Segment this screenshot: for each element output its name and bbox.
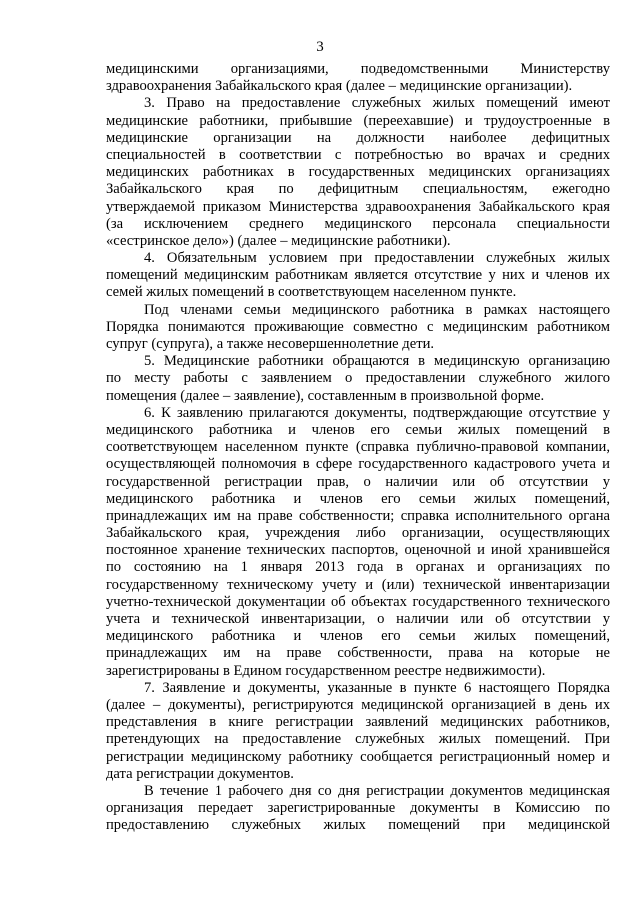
paragraph — [106, 680, 610, 783]
text-line: медицинскими организациями, подведомственными Министерству — [106, 61, 610, 77]
text-line: 6. К заявлению прилагаются документы, подтверждающие отсутствие у — [144, 404, 610, 421]
paragraph — [106, 405, 610, 680]
text-line: учета и технической инвентаризации, о наличии или об отсутствии у — [106, 611, 610, 627]
text-line: дата регистрации документов. — [106, 765, 294, 782]
text-line: медицинского работника и членов его семьи жилых помещений, — [106, 490, 610, 507]
text-line: осуществляющей полномочия в сфере государственного кадастрового учета и — [106, 456, 610, 473]
text-line: Забайкальского края, учреждения либо организации, осуществляющих — [106, 525, 610, 542]
text-line: организация передает зарегистрированные документы в Комиссию по — [106, 800, 610, 817]
text-line: (за исключением среднего медицинского персонала специальности — [106, 215, 610, 232]
text-line: медицинского работника и членов его семьи жилых помещений в — [106, 421, 610, 438]
text-line: медицинского работника и членов его семьи жилых помещений, — [106, 628, 610, 645]
paragraph — [106, 353, 610, 405]
text-line: учетно-технической документации об объектах государственного технического — [106, 593, 610, 610]
paragraph — [106, 783, 610, 835]
text-line: специальностей в соответствии с потребностью во врачах и средних — [106, 146, 610, 163]
paragraph — [106, 250, 610, 302]
text-line: (далее – документы), регистрируются медицинской организацией в день их — [106, 696, 610, 713]
text-line: 5. Медицинские работники обращаются в медицинскую организацию — [144, 353, 610, 370]
text-line: претендующих на предоставление служебных жилых помещений. При — [106, 731, 610, 748]
text-line: здравоохранения Забайкальского края (далее – медицинские организации). — [106, 78, 573, 95]
text-line: семей жилых помещений в соответствующем населенном пункте. — [106, 284, 517, 301]
text-line: предоставлению служебных жилых помещений при медицинской — [106, 817, 610, 834]
text-line: зарегистрированы в Едином государственном реестре недвижимости). — [106, 662, 546, 679]
text-line: «сестринское дело») (далее – медицинские работники). — [106, 232, 451, 249]
paragraph — [106, 61, 610, 95]
page-number: 3 — [316, 39, 324, 55]
text-line: регистрации медицинскому работнику сообщается регистрационный номер и — [106, 748, 610, 765]
text-line: Под членами семьи медицинского работника в рамках настоящего — [144, 301, 610, 318]
text-line: по состоянию на 1 января 2013 года в органах и организациях по — [106, 559, 610, 576]
text-line: медицинских работниках в государственных медицинских организациях — [106, 164, 610, 181]
text-line: Забайкальского края по дефицитным специальностям, ежегодно — [106, 181, 610, 198]
text-line: В течение 1 рабочего дня со дня регистрации документов медицинская — [144, 782, 610, 799]
text-line: помещений медицинским работникам является отсутствие у них и членов их — [106, 267, 610, 284]
text-line: постоянное хранение технических паспортов, оценочной и иной хранившейся — [106, 542, 610, 559]
text-line: принадлежащих им на праве собственности; справка исполнительного органа — [106, 507, 610, 524]
text-line: 7. Заявление и документы, указанные в пункте 6 настоящего Порядка — [144, 679, 610, 696]
text-line: медицинские организации на должности наиболее дефицитных — [106, 129, 610, 146]
text-line: утверждаемой приказом Министерства здравоохранения Забайкальского края — [106, 198, 610, 215]
paragraph — [106, 95, 610, 250]
text-line: по месту работы с заявлением о предоставлении служебного жилого — [106, 370, 610, 387]
text-line: медицинские работники, прибывшие (переехавшие) и трудоустроенные в — [106, 112, 610, 129]
text-line: 4. Обязательным условием при предоставлении служебных жилых — [144, 250, 610, 267]
text-line: принадлежащих им на праве собственности, права на которые не — [106, 645, 610, 662]
text-line: представления в книге регистрации заявлений медицинских работников, — [106, 714, 610, 731]
text-line: супруг (супруга), а также несовершеннолетние дети. — [106, 336, 435, 352]
text-line: государственному техническому учету и (или) технической инвентаризации — [106, 576, 610, 593]
text-line: государственной регистрации прав, о наличии или об отсутствии у — [106, 473, 610, 490]
text-line: соответствующем населенном пункте (справка публично-правовой компании, — [106, 439, 610, 456]
text-line: 3. Право на предоставление служебных жилых помещений имеют — [144, 95, 610, 112]
text-line: помещения (далее – заявление), составленным в произвольной форме. — [106, 387, 545, 404]
text-line: Порядка понимаются проживающие совместно с медицинским работником — [106, 318, 610, 335]
paragraph — [106, 302, 610, 354]
document-body — [106, 61, 610, 834]
